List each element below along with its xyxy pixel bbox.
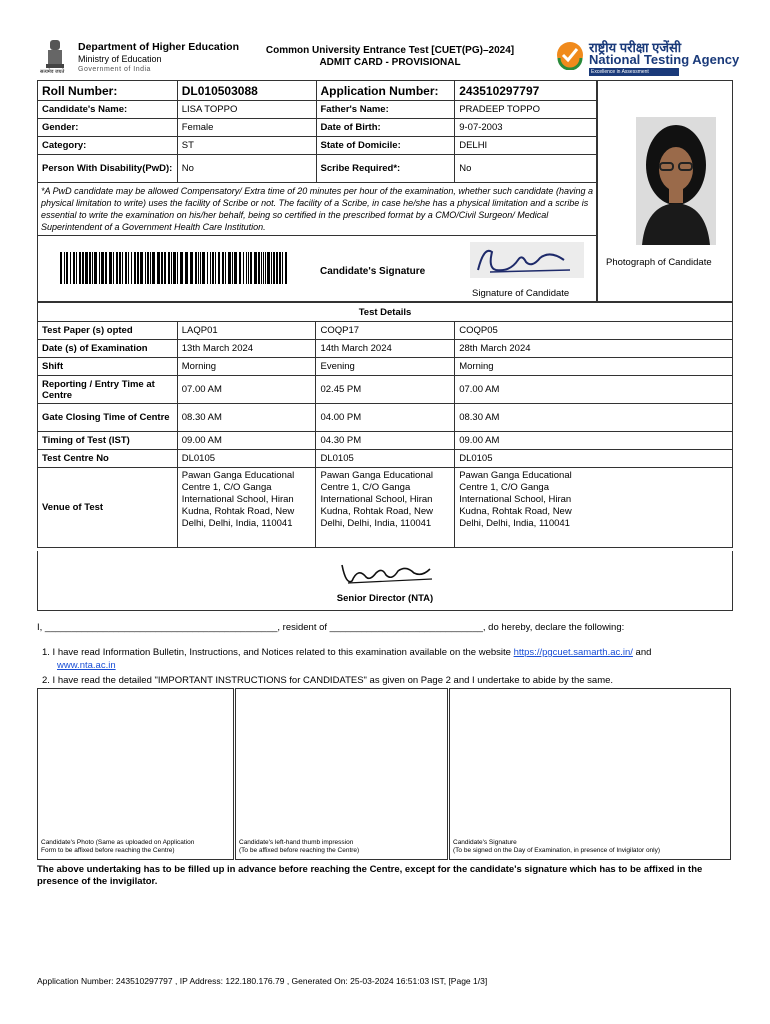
- name-value: LISA TOPPO: [177, 101, 316, 119]
- venue-cell: Pawan Ganga Educational Centre 1, C/O Ganga International School, Hiran Kudna, Rohtak Road, New Delhi, Delhi, India, 110041: [455, 468, 733, 548]
- declaration-intro: I, ____________________________________________, resident of _____________________________, do hereby, declare the following:: [37, 622, 625, 633]
- row-label: Gate Closing Time of Centre: [38, 404, 178, 432]
- govt-name: Government of India: [78, 66, 151, 73]
- cell: 04.30 PM: [316, 432, 455, 450]
- barcode-icon: [60, 252, 290, 284]
- table-row: [38, 101, 597, 119]
- gender-label: Gender:: [38, 119, 178, 137]
- page-footer: Application Number: 243510297797 , IP Address: 122.180.176.79 , Generated On: 25-03-2024 16:51:03 IST, [Page 1/3]: [37, 976, 488, 986]
- table-row: [38, 137, 597, 155]
- app-label: Application Number:: [316, 81, 455, 101]
- cell: 02.45 PM: [316, 376, 455, 404]
- roll-value: DL010503088: [177, 81, 316, 101]
- dob-value: 9-07-2003: [455, 119, 597, 137]
- title-line1: Common University Entrance Test [CUET(PG)–2024]: [265, 45, 515, 56]
- page-title: [230, 45, 550, 69]
- table-row: [38, 340, 733, 358]
- cell: 28th March 2024: [455, 340, 733, 358]
- cell: Morning: [177, 358, 316, 376]
- father-value: PRADEEP TOPPO: [455, 101, 597, 119]
- signature-of-candidate-label: Signature of Candidate: [472, 288, 570, 299]
- caption-line: (To be signed on the Day of Examination, in presence of Invigilator only): [453, 847, 661, 854]
- photo-affix-box: [37, 688, 234, 860]
- domicile-label: State of Domicile:: [316, 137, 455, 155]
- caption-line: Form to be affixed before reaching the Centre): [41, 847, 175, 854]
- cell: Morning: [455, 358, 733, 376]
- row-label: Venue of Test: [38, 468, 178, 548]
- photo-affix-caption: [41, 839, 194, 855]
- cell: COQP17: [316, 322, 455, 340]
- cell: DL0105: [316, 450, 455, 468]
- app-value: 243510297797: [455, 81, 597, 101]
- venue-cell: Pawan Ganga Educational Centre 1, C/O Ganga International School, Hiran Kudna, Rohtak Road, New Delhi, Delhi, India, 110041: [177, 468, 316, 548]
- pgcuet-link[interactable]: https://pgcuet.samarth.ac.in/: [513, 647, 633, 658]
- gender-value: Female: [177, 119, 316, 137]
- pwd-label: Person With Disability(PwD):: [38, 155, 178, 183]
- cell: 07.00 AM: [455, 376, 733, 404]
- cell: 14th March 2024: [316, 340, 455, 358]
- declaration-text: 1. I have read Information Bulletin, Instructions, and Notices related to this examination available on the website: [42, 647, 514, 658]
- declaration-item-1-cont: [57, 660, 116, 671]
- table-row: [38, 119, 597, 137]
- candidate-info-table: [37, 80, 597, 183]
- nta-english-name: National Testing Agency: [589, 52, 740, 67]
- thumb-caption: [239, 839, 359, 855]
- declaration-item-1: [42, 647, 651, 658]
- declaration-item-2: 2. I have read the detailed "IMPORTANT INSTRUCTIONS for CANDIDATES" as given on Page 2 and I undertake to abide by the same.: [42, 675, 614, 686]
- nta-logo-icon: [555, 40, 585, 70]
- signature-caption: [453, 839, 660, 855]
- director-signature-box: [37, 551, 733, 611]
- signature-icon: [470, 242, 584, 278]
- name-label: Candidate's Name:: [38, 101, 178, 119]
- row-label: Shift: [38, 358, 178, 376]
- signature-box: [449, 688, 731, 860]
- category-label: Category:: [38, 137, 178, 155]
- cell: 13th March 2024: [177, 340, 316, 358]
- cell: DL0105: [455, 450, 733, 468]
- signature-row: [37, 236, 597, 302]
- table-row: [38, 155, 597, 183]
- person-photo-icon: [636, 117, 716, 245]
- roll-label: Roll Number:: [38, 81, 178, 101]
- cell: 07.00 AM: [177, 376, 316, 404]
- domicile-value: DELHI: [455, 137, 597, 155]
- candidate-signature-image: [470, 242, 584, 278]
- table-row: [38, 404, 733, 432]
- caption-line: Candidate's Signature: [453, 839, 517, 846]
- emblem-caption: सत्यमेव जयते: [40, 69, 65, 75]
- row-label: Date (s) of Examination: [38, 340, 178, 358]
- nta-header: [555, 38, 740, 78]
- candidate-signature-label: Candidate's Signature: [320, 266, 426, 277]
- nta-hindi-name: राष्ट्रीय परीक्षा एजेंसी: [589, 40, 682, 55]
- row-label: Timing of Test (IST): [38, 432, 178, 450]
- category-value: ST: [177, 137, 316, 155]
- cell: 09.00 AM: [455, 432, 733, 450]
- row-label: Test Centre No: [38, 450, 178, 468]
- cell: 08.30 AM: [177, 404, 316, 432]
- candidate-photo: [636, 117, 716, 245]
- table-row: [38, 358, 733, 376]
- pwd-value: No: [177, 155, 316, 183]
- caption-line: Candidate's Photo (Same as uploaded on Application: [41, 839, 195, 846]
- scribe-label: Scribe Required*:: [316, 155, 455, 183]
- director-label: Senior Director (NTA): [336, 593, 434, 604]
- table-row: [38, 450, 733, 468]
- photo-box: [597, 80, 733, 302]
- father-label: Father's Name:: [316, 101, 455, 119]
- caption-line: Candidate's left-hand thumb impression: [239, 839, 354, 846]
- caption-line: (To be affixed before reaching the Centre): [239, 847, 360, 854]
- venue-cell: Pawan Ganga Educational Centre 1, C/O Ganga International School, Hiran Kudna, Rohtak Road, New Delhi, Delhi, India, 110041: [316, 468, 455, 548]
- govt-header: [40, 38, 240, 78]
- cell: 09.00 AM: [177, 432, 316, 450]
- table-row: [38, 432, 733, 450]
- ministry-name: Ministry of Education: [78, 54, 162, 64]
- photo-label: Photograph of Candidate: [606, 257, 712, 268]
- pwd-note: *A PwD candidate may be allowed Compensatory/ Extra time of 20 minutes per hour of the examination, whether such candidate (having a physical limitation to write) uses the facility of Scribe or not. The facility of a Scribe, in case he/she has a physical limitation and a scribe is essential to write the examination on his/her behalf, being so certified in the prescribed format by a CMO/Civil Surgeon/ Medical Superintendent of a Government Health Care Institution.: [37, 182, 597, 236]
- cell: COQP05: [455, 322, 733, 340]
- thumb-impression-box: [235, 688, 448, 860]
- table-row: [38, 322, 733, 340]
- undertaking-boxes: [37, 688, 731, 860]
- dept-name: Department of Higher Education: [78, 41, 240, 53]
- test-details-table: [37, 302, 733, 548]
- final-note: The above undertaking has to be filled up in advance before reaching the Centre, except for the candidate's signature which has to be affixed in the presence of the invigilator.: [37, 864, 703, 887]
- table-row: [38, 376, 733, 404]
- declaration-text: and: [632, 647, 652, 658]
- title-line2: ADMIT CARD - PROVISIONAL: [319, 57, 461, 68]
- cell: LAQP01: [177, 322, 316, 340]
- director-signature-icon: [336, 557, 436, 587]
- table-row: [38, 81, 597, 101]
- row-label: Test Paper (s) opted: [38, 322, 178, 340]
- row-label: Reporting / Entry Time at Centre: [38, 376, 178, 404]
- table-row: [38, 468, 733, 548]
- cell: 04.00 PM: [316, 404, 455, 432]
- test-details-title: Test Details: [38, 303, 733, 322]
- nta-link[interactable]: www.nta.ac.in: [57, 660, 116, 671]
- scribe-value: No: [455, 155, 597, 183]
- nta-tagline: Excellence in Assessment: [589, 68, 679, 76]
- cell: DL0105: [177, 450, 316, 468]
- dob-label: Date of Birth:: [316, 119, 455, 137]
- cell: 08.30 AM: [455, 404, 733, 432]
- cell: Evening: [316, 358, 455, 376]
